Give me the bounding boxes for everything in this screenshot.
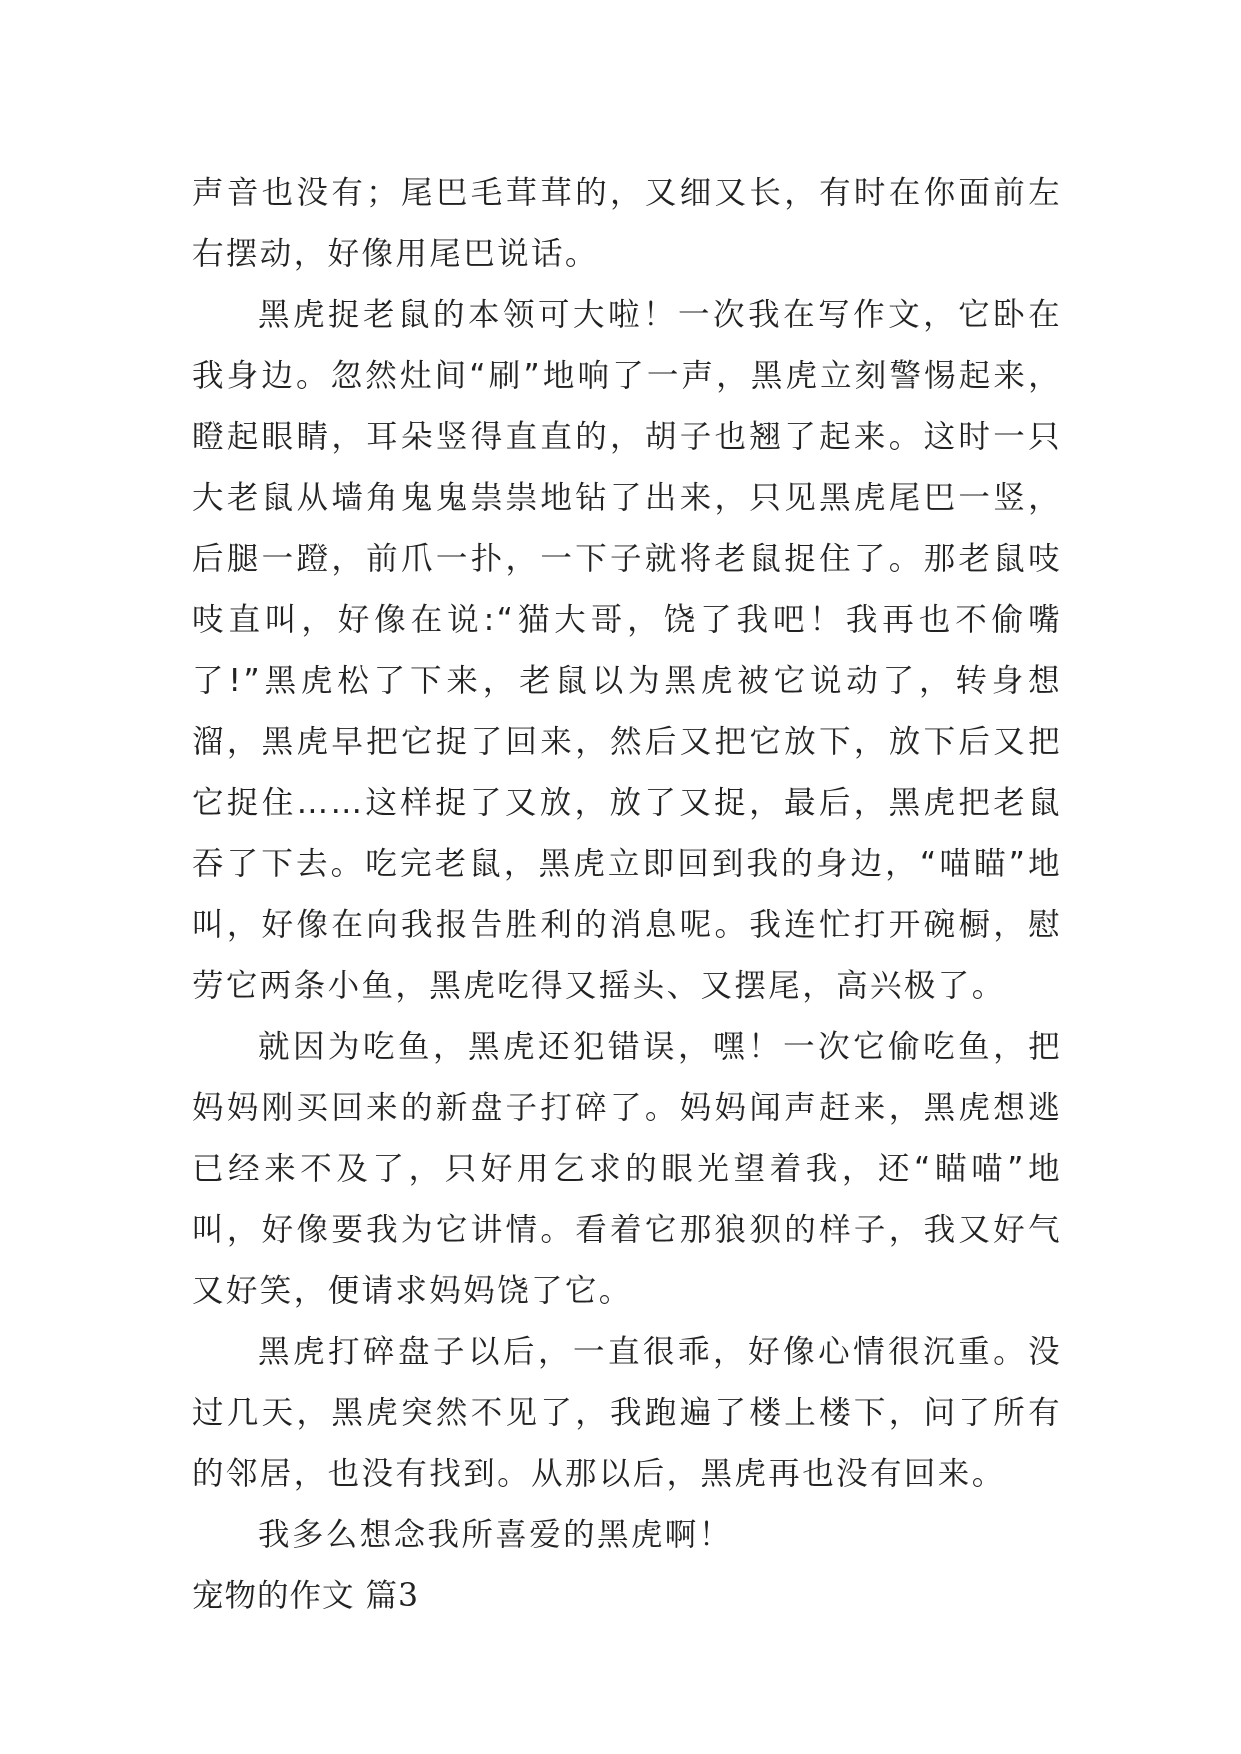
paragraph-broken-plate: 就因为吃鱼，黑虎还犯错误，嘿！一次它偷吃鱼，把妈妈刚买回来的新盘子打碎了。妈妈闻声赶来，黑虎想逃已经来不及了，只好用乞求的眼光望着我，还“瞄喵”地叫，好像要我为它讲情。看着它那狼狈的样子，我又好气又好笑，便请求妈妈饶了它。 (192, 1029, 1062, 1309)
paragraph-continued: 声音也没有；尾巴毛茸茸的，又细又长，有时在你面前左右摆动，好像用尾巴说话。 (192, 175, 1062, 272)
paragraph-closing: 我多么想念我所喜爱的黑虎啊！ (258, 1517, 733, 1553)
section-heading: 宠物的作文 篇3 (192, 1578, 420, 1614)
paragraph-disappearance: 黑虎打碎盘子以后，一直很乖，好像心情很沉重。没过几天，黑虎突然不见了，我跑遍了楼上楼下，问了所有的邻居，也没有找到。从那以后，黑虎再也没有回来。 (192, 1334, 1062, 1492)
document-body (192, 163, 1062, 1627)
paragraph-catching-mouse: 黑虎捉老鼠的本领可大啦！一次我在写作文，它卧在我身边。忽然灶间“刷”地响了一声，黑虎立刻警惕起来，瞪起眼睛，耳朵竖得直直的，胡子也翘了起来。这时一只大老鼠从墙角鬼鬼祟祟地钻了出来，只见黑虎尾巴一竖，后腿一蹬，前爪一扑，一下子就将老鼠捉住了。那老鼠吱吱直叫，好像在说:“猫大哥，饶了我吧！我再也不偷嘴了!”黑虎松了下来，老鼠以为黑虎被它说动了，转身想溜，黑虎早把它捉了回来，然后又把它放下，放下后又把它捉住……这样捉了又放，放了又捉，最后，黑虎把老鼠吞了下去。吃完老鼠，黑虎立即回到我的身边，“喵瞄”地叫，好像在向我报告胜利的消息呢。我连忙打开碗橱，慰劳它两条小鱼，黑虎吃得又摇头、又摆尾，高兴极了。 (192, 297, 1062, 1004)
